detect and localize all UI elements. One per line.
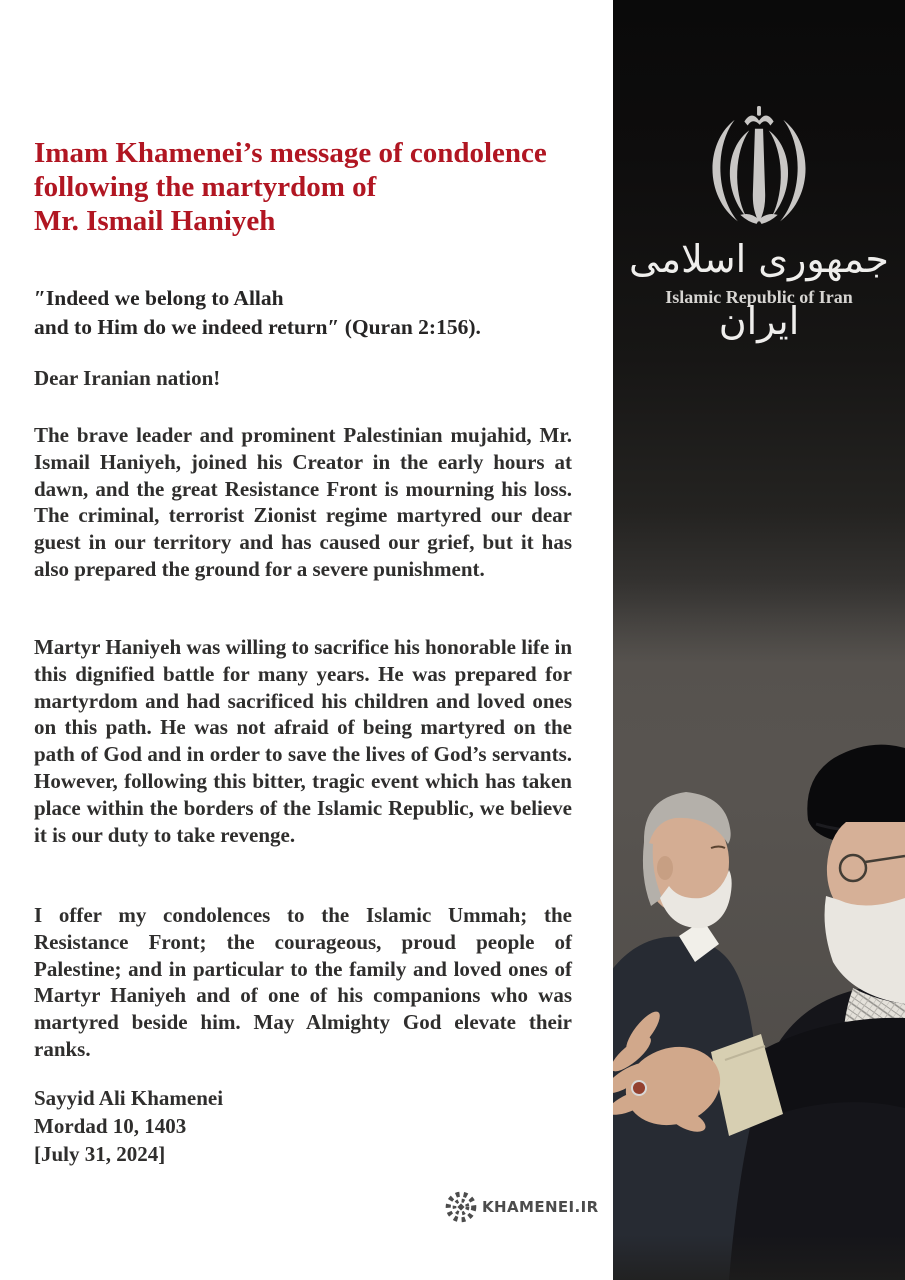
rosette-logo-icon (444, 1190, 478, 1224)
khamenei-ir-logo (444, 1190, 599, 1224)
title-line: Mr. Ismail Haniyeh (34, 205, 276, 237)
islamic-republic-caption: Islamic Republic of Iran (665, 287, 853, 307)
quote-line: and to Him do we indeed return″ (Quran 2:156). (34, 315, 481, 339)
quran-quote (34, 284, 572, 342)
signature-name: Sayyid Ali Khamenei (34, 1086, 224, 1110)
signature-date-persian: Mordad 10, 1403 (34, 1114, 187, 1138)
paragraph-3: I offer my condolences to the Islamic Ummah; the Resistance Front; the courageous, proud people of Palestine; and in particular to the family and loved ones of Martyr Haniyeh and of one of his companions who was martyred beside him. May Almighty God elevate their ranks. (34, 903, 572, 1061)
iran-national-emblem-icon (701, 106, 817, 236)
photo-khamenei-haniyeh-embrace (613, 580, 905, 1280)
message-column (34, 0, 599, 1280)
paragraph-1: The brave leader and prominent Palestinian mujahid, Mr. Ismail Haniyeh, joined his Creator in the early hours at dawn, and the great Resistance Front is mourning his loss. The criminal, terrorist Zionist regime martyred our dear guest in our territory and has caused our grief, but it has also prepared the ground for a severe punishment. (34, 423, 572, 581)
signature-date-gregorian: [July 31, 2024] (34, 1142, 166, 1166)
quote-line: ″Indeed we belong to Allah (34, 286, 284, 310)
salutation: Dear Iranian nation! (34, 366, 221, 390)
signature-block (34, 1084, 572, 1168)
paragraph-2: Martyr Haniyeh was willing to sacrifice his honorable life in this dignified battle for many years. He was prepared for martyrdom and had sacrificed his children and loved ones on this path. He was not afraid of being martyred on the path of God and in order to save the lives of God’s servants. However, following this bitter, tragic event which has taken place within the borders of the Islamic Republic, we believe it is our duty to take revenge. (34, 635, 573, 847)
side-panel (613, 0, 905, 1280)
title-line: Imam Khamenei’s message of condolence (34, 137, 547, 169)
title-line: following the martyrdom of (34, 171, 377, 203)
page-title (34, 136, 572, 238)
logo-text: KHAMENEI.IR (482, 1198, 599, 1216)
persian-calligraphy: جمهوری اسلامی ایران (629, 237, 889, 343)
